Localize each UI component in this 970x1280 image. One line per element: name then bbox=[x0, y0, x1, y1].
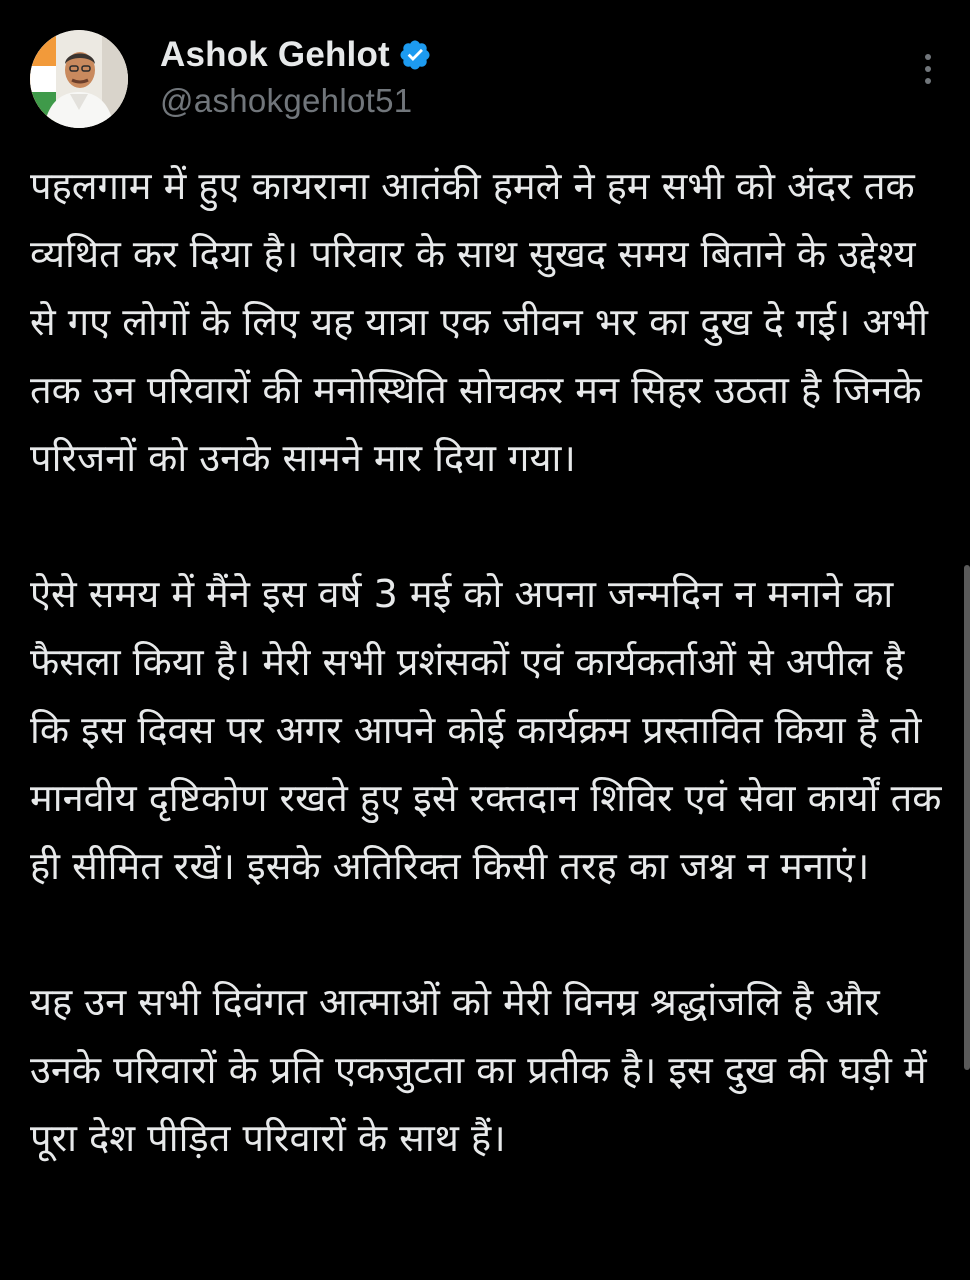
user-block bbox=[160, 32, 432, 120]
tweet-paragraph: पहलगाम में हुए कायराना आतंकी हमले ने हम सभी को अंदर तक व्यथित कर दिया है। परिवार के साथ सुखद समय बिताने के उद्देश्य से गए लोगों के लिए यह यात्रा एक जीवन भर का दुख दे गई। अभी तक उन परिवारों की मनोस्थिति सोचकर मन सिहर उठता है जिनके परिजनों को उनके सामने मार दिया गया। bbox=[30, 164, 928, 480]
avatar[interactable] bbox=[30, 30, 128, 128]
profile-photo-icon bbox=[30, 30, 128, 128]
tweet-paragraph: ऐसे समय में मैंने इस वर्ष 3 मई को अपना जन्मदिन न मनाने का फैसला किया है। मेरी सभी प्रशंसकों एवं कार्यकर्ताओं से अपील है कि इस दिवस पर अगर आपने कोई कार्यक्रम प्रस्तावित किया है तो मानवीय दृष्टिकोण रखते हुए इसे रक्तदान शिविर एवं सेवा कार्यों तक ही सीमित रखें। इसके अतिरिक्त किसी तरह का जश्न न मनाएं। bbox=[30, 572, 942, 888]
user-handle[interactable]: @ashokgehlot51 bbox=[160, 82, 413, 119]
tweet-text bbox=[30, 152, 942, 1172]
tweet-header bbox=[30, 30, 950, 130]
tweet-paragraph: यह उन सभी दिवंगत आत्माओं को मेरी विनम्र श्रद्धांजलि है और उनके परिवारों के प्रति एकजुटता का प्रतीक है। इस दुख की घड़ी में पूरा देश पीड़ित परिवारों के साथ हैं। bbox=[30, 980, 927, 1160]
more-options-icon[interactable] bbox=[922, 54, 934, 94]
verified-badge-icon bbox=[398, 38, 432, 72]
display-name-row bbox=[160, 32, 432, 78]
display-name[interactable]: Ashok Gehlot bbox=[160, 35, 390, 74]
scrollbar[interactable] bbox=[964, 565, 970, 1070]
